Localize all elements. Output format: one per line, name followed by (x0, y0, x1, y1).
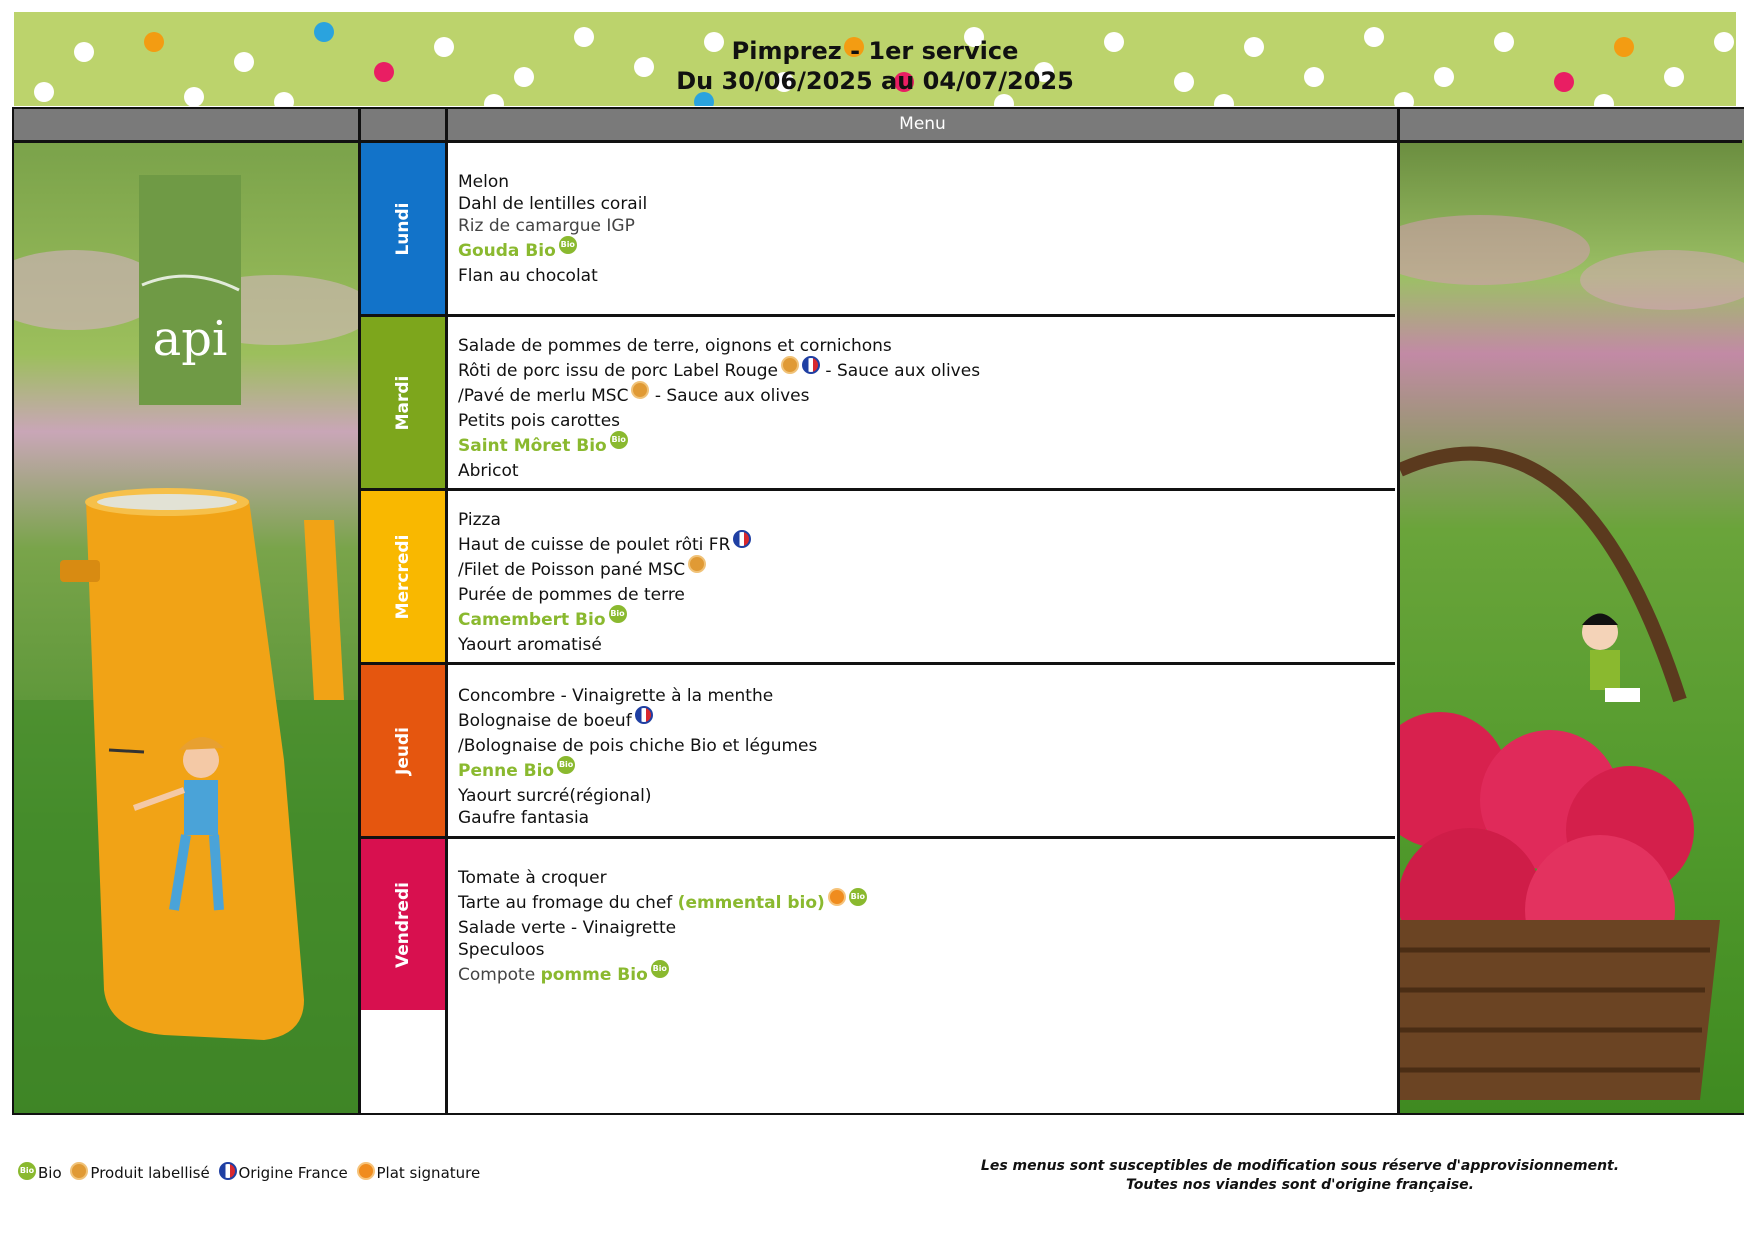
bio-icon: Bio (609, 605, 627, 623)
label-icon (781, 356, 799, 374)
bio-icon: Bio (18, 1162, 36, 1180)
france-flag-icon (802, 356, 820, 374)
menu-item-text: Yaourt aromatisé (458, 635, 602, 655)
bio-icon: Bio (559, 236, 577, 254)
menu-item (458, 760, 817, 782)
menu-cell-lundi (448, 143, 1397, 314)
menu-item (458, 964, 867, 986)
label-icon (631, 381, 649, 399)
bio-product-text: Gouda Bio (458, 241, 556, 261)
menu-item-text: Rôti de porc issu de porc Label Rouge (458, 361, 779, 381)
page-title (14, 36, 1736, 96)
menu-item (458, 710, 817, 732)
menu-item-text: Salade de pommes de terre, oignons et cornichons (458, 336, 892, 356)
menu-item (458, 609, 751, 631)
menu-cell-vendredi (448, 839, 1397, 1010)
france-flag-icon (635, 706, 653, 724)
france-flag-icon (219, 1162, 237, 1180)
menu-item (458, 509, 751, 531)
menu-item (458, 410, 980, 432)
legend-france: Origine France (238, 1164, 348, 1182)
legend-bio: Bio (38, 1164, 62, 1182)
menu-item (458, 685, 817, 707)
menu-item-text: Tomate à croquer (458, 868, 607, 888)
menu-item (458, 785, 817, 807)
france-flag-icon (733, 530, 751, 548)
menu-item-text: Pizza (458, 510, 501, 530)
header-banner (14, 12, 1736, 106)
title-dates: Du 30/06/2025 au 04/07/2025 (676, 67, 1074, 95)
day-name: Jeudi (393, 726, 413, 775)
api-logo-text: api (152, 311, 228, 367)
menu-item-text: Riz de camargue IGP (458, 216, 635, 236)
menu-item (458, 559, 751, 581)
signature-dish-icon (357, 1162, 375, 1180)
menu-item (458, 534, 751, 556)
signature-dish-icon (828, 888, 846, 906)
apple-basket-illustration (1400, 140, 1744, 1113)
day-name: Mercredi (393, 534, 413, 619)
bio-icon: Bio (610, 431, 628, 449)
day-label-mercredi (361, 491, 445, 662)
garden-boots-illustration (14, 140, 358, 1113)
menu-item (458, 385, 980, 407)
menu-item (458, 193, 647, 215)
menu-item (458, 265, 647, 287)
footer-note-line2: Toutes nos viandes sont d'origine française. (1126, 1177, 1474, 1193)
menu-item (458, 215, 647, 237)
menu-item-text: Gaufre fantasia (458, 808, 590, 828)
day-label-jeudi (361, 665, 445, 836)
menu-item-text: Speculoos (458, 940, 545, 960)
title-site: Pimprez - 1er service (731, 37, 1019, 65)
divider-vertical (1397, 109, 1400, 1113)
bio-icon: Bio (651, 960, 669, 978)
menu-item (458, 634, 751, 656)
menu-item-text: Yaourt surcré(régional) (458, 786, 652, 806)
menu-item (458, 584, 751, 606)
menu-item-text: - Sauce aux olives (649, 386, 810, 406)
day-label-vendredi (361, 839, 445, 1010)
menu-item (458, 892, 867, 914)
label-icon (688, 555, 706, 573)
menu-item-text: Abricot (458, 461, 519, 481)
menu-item (458, 939, 867, 961)
bio-product-text: Camembert Bio (458, 610, 606, 630)
menu-item-text: /Pavé de merlu MSC (458, 386, 629, 406)
menu-item-text: Salade verte - Vinaigrette (458, 918, 677, 938)
footer-note (900, 1157, 1700, 1195)
header-cell-day (361, 109, 445, 140)
menu-item-text: Haut de cuisse de poulet rôti FR (458, 535, 731, 555)
header-cell-right (1400, 109, 1744, 140)
label-icon (70, 1162, 88, 1180)
footer-note-line1: Les menus sont susceptibles de modification sous réserve d'approvisionnement. (980, 1158, 1620, 1174)
day-name: Mardi (393, 375, 413, 430)
menu-item (458, 171, 647, 193)
menu-item-text: Flan au chocolat (458, 266, 598, 286)
legend-label: Produit labellisé (90, 1164, 210, 1182)
menu-item-text: Tarte au fromage du chef (458, 893, 678, 913)
menu-item (458, 360, 980, 382)
menu-item (458, 807, 817, 829)
menu-item (458, 867, 867, 889)
api-logo (139, 175, 241, 405)
menu-item (458, 735, 817, 757)
bio-product-text: Penne Bio (458, 761, 555, 781)
menu-item-text: Dahl de lentilles corail (458, 194, 648, 214)
menu-item-text: Purée de pommes de terre (458, 585, 685, 605)
bio-product-text: Saint Môret Bio (458, 436, 607, 456)
day-name: Vendredi (393, 881, 413, 968)
garden-boots-photo (14, 140, 358, 1113)
menu-item (458, 917, 867, 939)
day-label-lundi (361, 143, 445, 314)
day-name: Lundi (393, 201, 413, 256)
menu-cell-mercredi (448, 491, 1397, 662)
icon-legend (18, 1164, 484, 1183)
menu-item-text: /Bolognaise de pois chiche Bio et légumes (458, 736, 818, 756)
menu-item-text: - Sauce aux olives (820, 361, 981, 381)
apple-basket-photo (1400, 140, 1744, 1113)
day-label-mardi (361, 317, 445, 488)
menu-item-text: Concombre - Vinaigrette à la menthe (458, 686, 774, 706)
bio-icon: Bio (849, 888, 867, 906)
header-cell-left (14, 109, 358, 140)
menu-item-text: Petits pois carottes (458, 411, 621, 431)
bio-icon: Bio (557, 756, 575, 774)
menu-table (12, 107, 1744, 1115)
menu-item-text: /Filet de Poisson pané MSC (458, 560, 686, 580)
menu-item-text: Bolognaise de boeuf (458, 711, 632, 731)
menu-item (458, 335, 980, 357)
menu-item-text: Compote (458, 965, 541, 985)
menu-item (458, 240, 647, 262)
menu-item (458, 460, 980, 482)
bio-product-text: (emmental bio) (677, 893, 825, 913)
menu-cell-jeudi (448, 665, 1397, 836)
menu-item (458, 435, 980, 457)
legend-signature: Plat signature (376, 1164, 481, 1182)
menu-cell-mardi (448, 317, 1397, 488)
menu-item-text: Melon (458, 172, 510, 192)
child-figure (1582, 614, 1640, 703)
bio-product-text: pomme Bio (540, 965, 648, 985)
header-cell-menu: Menu (448, 109, 1397, 140)
